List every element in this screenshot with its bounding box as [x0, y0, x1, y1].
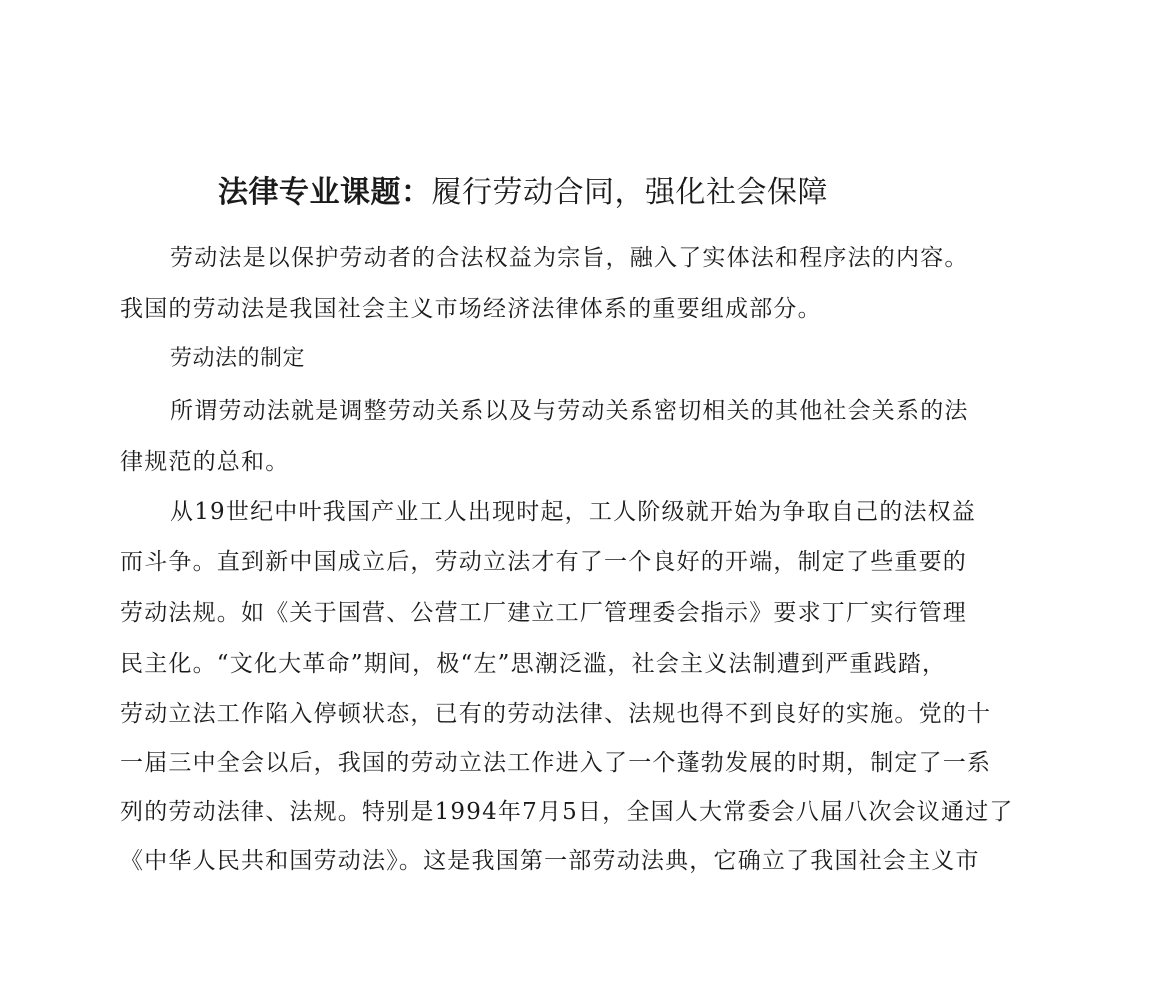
section-heading: 劳动法的制定 [170, 346, 306, 371]
paragraph-line: 从19世纪中叶我国产业工人出现时起，工人阶级就开始为争取自己的法权益 [170, 499, 977, 525]
paragraph-line: 劳动立法工作陷入停顿状态，已有的劳动法律、法规也得不到良好的实施。党的十 [120, 701, 992, 727]
paragraph-line: 劳动法规。如《关于国营、公营工厂建立工厂管理委会指示》要求丁厂实行管理 [120, 600, 967, 626]
paragraph-line: 劳动法是以保护劳动者的合法权益为宗旨，融入了实体法和程序法的内容。 [170, 245, 969, 271]
paragraph-line: 民主化。“文化大革命”期间，极“左”思潮泛滥，社会主义法制遭到严重践踏， [120, 651, 947, 677]
paragraph-line: 一届三中全会以后，我国的劳动立法工作进入了一个蓬勃发展的时期，制定了一系 [120, 750, 992, 776]
paragraph-line: 《中华人民共和国劳动法》。这是我国第一部劳动法典，它确立了我国社会主义市 [120, 848, 980, 874]
title-label: 法律专业课题： [218, 175, 432, 210]
document-title [218, 172, 828, 214]
paragraph-line: 律规范的总和。 [120, 449, 290, 475]
paragraph-line: 列的劳动法律、法规。特别是1994年7月5日，全国人大常委会八届八次会议通过了 [120, 799, 1014, 825]
paragraph-line: 我国的劳动法是我国社会主义市场经济法律体系的重要组成部分。 [120, 296, 822, 322]
paragraph-line: 所谓劳动法就是调整劳动关系以及与劳动关系密切相关的其他社会关系的法 [170, 398, 969, 424]
title-text: 履行劳动合同，强化社会保障 [431, 175, 828, 210]
paragraph-line: 而斗争。直到新中国成立后，劳动立法才有了一个良好的开端，制定了些重要的 [120, 549, 967, 575]
